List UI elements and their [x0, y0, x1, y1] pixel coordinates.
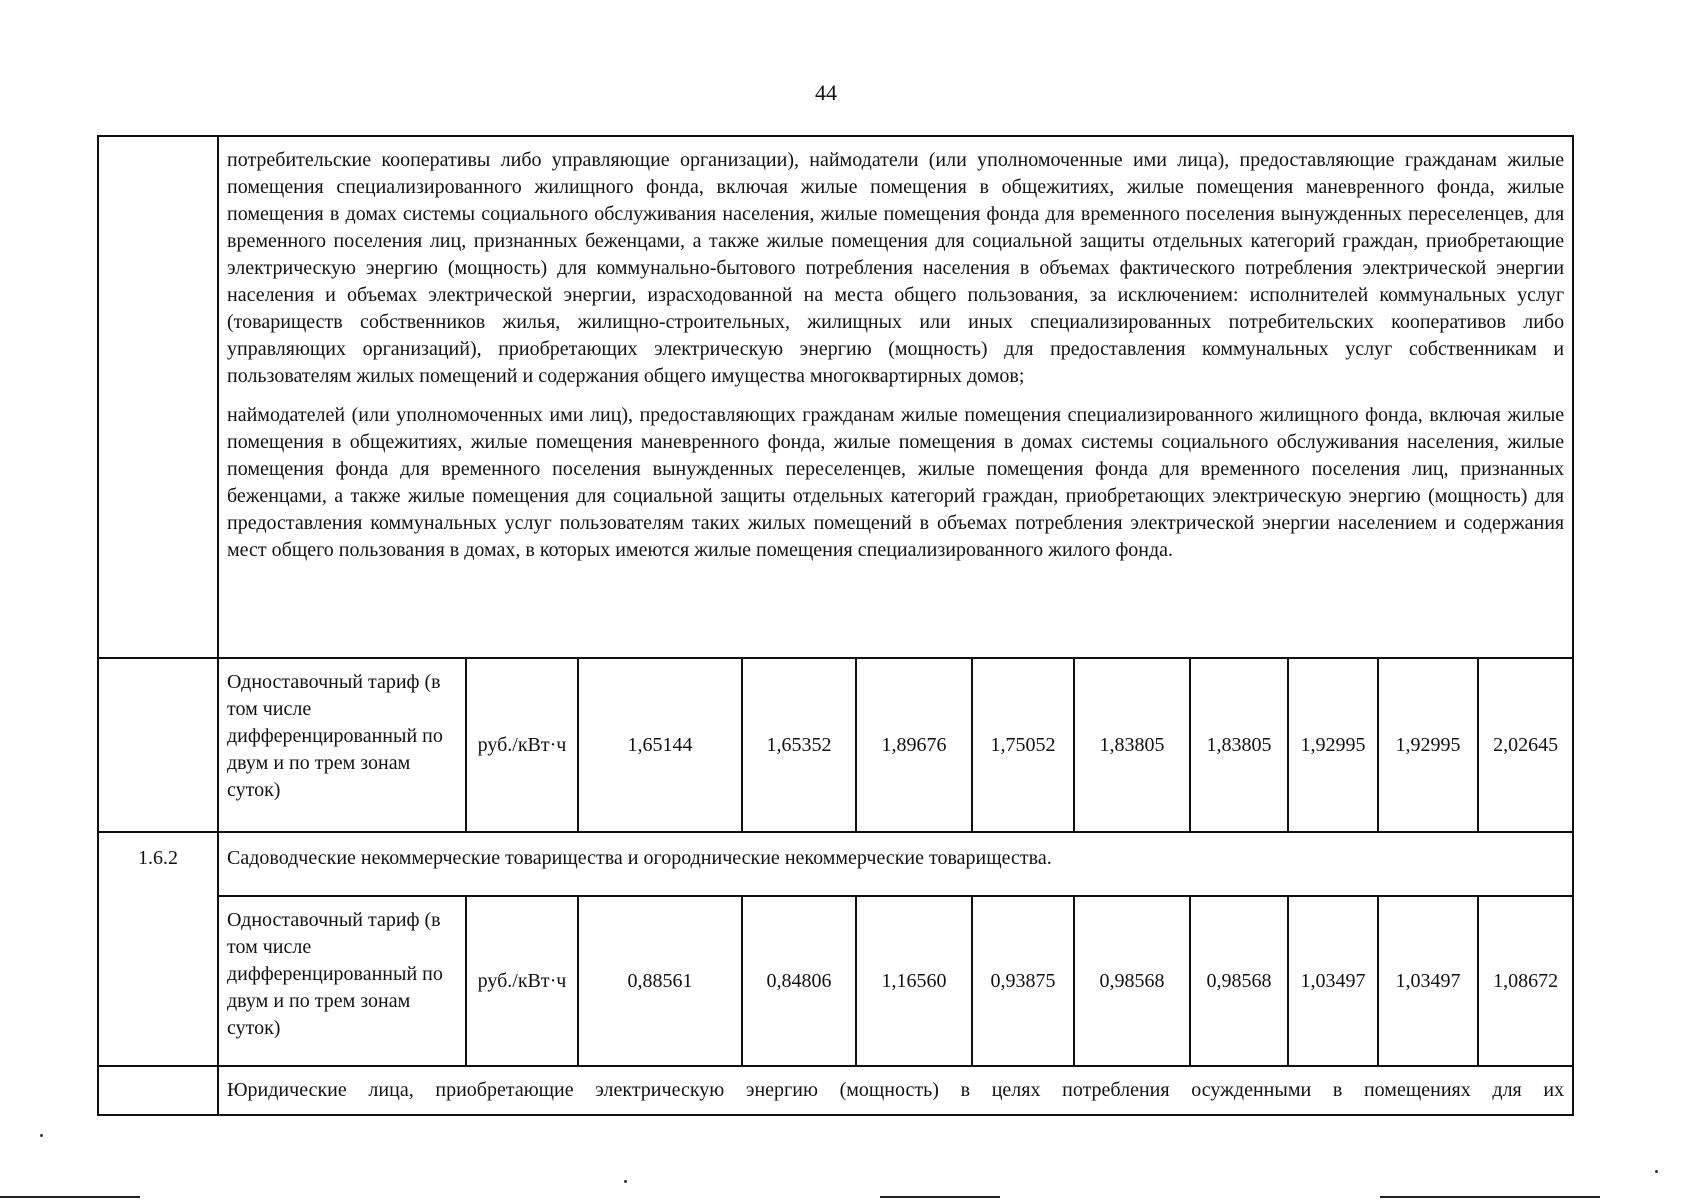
tariff-row-1-unit: руб./кВт·ч — [466, 658, 578, 832]
scan-edge-line — [880, 1196, 1000, 1198]
intro-paragraph-1: потребительские кооперативы либо управляющие организации), наймодатели (или уполномоченные ими лица), предоставляющие гражданам жилые помещения специализированного жилищного фонда, включая жилые помещения в общежитиях, жилые помещения маневренного фонда, жилые помещения в домах системы социального обслуживания населения, жилые помещения фонда для временного поселения вынужденных переселенцев, для временного поселения лиц, признанных беженцами, а также жилые помещения для социальной защиты отдельных категорий граждан, приобретающие электрическую энергию (мощность) для коммунально-бытового потребления населения в объемах фактического потребления электрической энергии населения и объемах электрической энергии, израсходованной на места общего пользования, за исключением: исполнителей коммунальных услуг (товариществ собственников жилья, жилищно-строительных, жилищных или иных специализированных потребительских кооперативов либо управляющих организаций), приобретающих электрическую энергию (мощность) для предоставления коммунальных услуг собственникам и пользователям жилых помещений и содержания общего имущества многоквартирных домов; — [227, 149, 1565, 387]
tariff-row-2-value: 0,98568 — [1190, 896, 1288, 1066]
tariff-row-2-unit: руб./кВт·ч — [466, 896, 578, 1066]
scan-speck — [624, 1180, 627, 1183]
tariff-row-1 — [98, 658, 1573, 832]
tariff-row-1-value: 1,83805 — [1190, 658, 1288, 832]
last-row-text: Юридические лица, приобретающие электрическую энергию (мощность) в целях потребления осужденными в помещениях для их — [218, 1066, 1573, 1115]
intro-paragraph-2: наймодателей (или уполномоченных ими лиц), предоставляющих гражданам жилые помещения специализированного жилищного фонда, включая жилые помещения в общежитиях, жилые помещения маневренного фонда, жилые помещения в домах системы социального обслуживания населения, жилые помещения фонда для временного поселения вынужденных переселенцев, жилые помещения фонда для временного поселения лиц, признанных беженцами, а также жилые помещения для социальной защиты отдельных категорий граждан, приобретающих электрическую энергию (мощность) для предоставления коммунальных услуг пользователям таких жилых помещений в объемах потребления электрической энергии населением и содержания мест общего пользования в домах, в которых имеются жилые помещения специализированного жилого фонда. — [227, 404, 1565, 561]
tariff-row-1-value: 1,65144 — [578, 658, 742, 832]
last-row-number-cell — [98, 1066, 218, 1115]
scan-speck — [1655, 1170, 1658, 1173]
last-row — [98, 1066, 1573, 1115]
tariff-row-2 — [98, 896, 1573, 1066]
tariff-row-1-value: 1,92995 — [1288, 658, 1378, 832]
section-number: 1.6.2 — [98, 832, 218, 1066]
tariff-row-2-value: 0,88561 — [578, 896, 742, 1066]
tariff-row-2-value: 1,03497 — [1378, 896, 1478, 1066]
intro-row — [98, 136, 1573, 658]
section-title: Садоводческие некоммерческие товарищества и огороднические некоммерческие товарищества. — [218, 832, 1573, 896]
tariff-row-2-value: 1,16560 — [856, 896, 972, 1066]
scan-edge-line — [1380, 1196, 1600, 1198]
tariff-row-2-value: 0,98568 — [1074, 896, 1190, 1066]
tariff-row-1-number-cell — [98, 658, 218, 832]
tariff-row-2-value: 1,03497 — [1288, 896, 1378, 1066]
tariff-row-1-value: 1,83805 — [1074, 658, 1190, 832]
scan-edge-line — [0, 1196, 140, 1198]
intro-number-cell — [98, 136, 218, 658]
tariff-row-1-value: 2,02645 — [1478, 658, 1573, 832]
tariff-row-1-value: 1,65352 — [742, 658, 856, 832]
page-number: 44 — [815, 80, 837, 105]
intro-text-cell — [218, 136, 1573, 658]
tariff-row-1-value: 1,92995 — [1378, 658, 1478, 832]
section-1-6-2-header-row — [98, 832, 1573, 896]
tariff-row-2-value: 0,93875 — [972, 896, 1074, 1066]
tariff-row-2-description: Одноставочный тариф (в том числе дифференцированный по двум и по трем зонам суток) — [218, 896, 466, 1066]
tariff-row-2-value: 1,08672 — [1478, 896, 1573, 1066]
tariff-row-2-value: 0,84806 — [742, 896, 856, 1066]
tariff-row-1-value: 1,75052 — [972, 658, 1074, 832]
tariff-row-1-value: 1,89676 — [856, 658, 972, 832]
scan-speck — [40, 1134, 43, 1137]
tariff-row-1-description: Одноставочный тариф (в том числе дифференцированный по двум и по трем зонам суток) — [218, 658, 466, 832]
tariff-table — [97, 135, 1574, 1116]
